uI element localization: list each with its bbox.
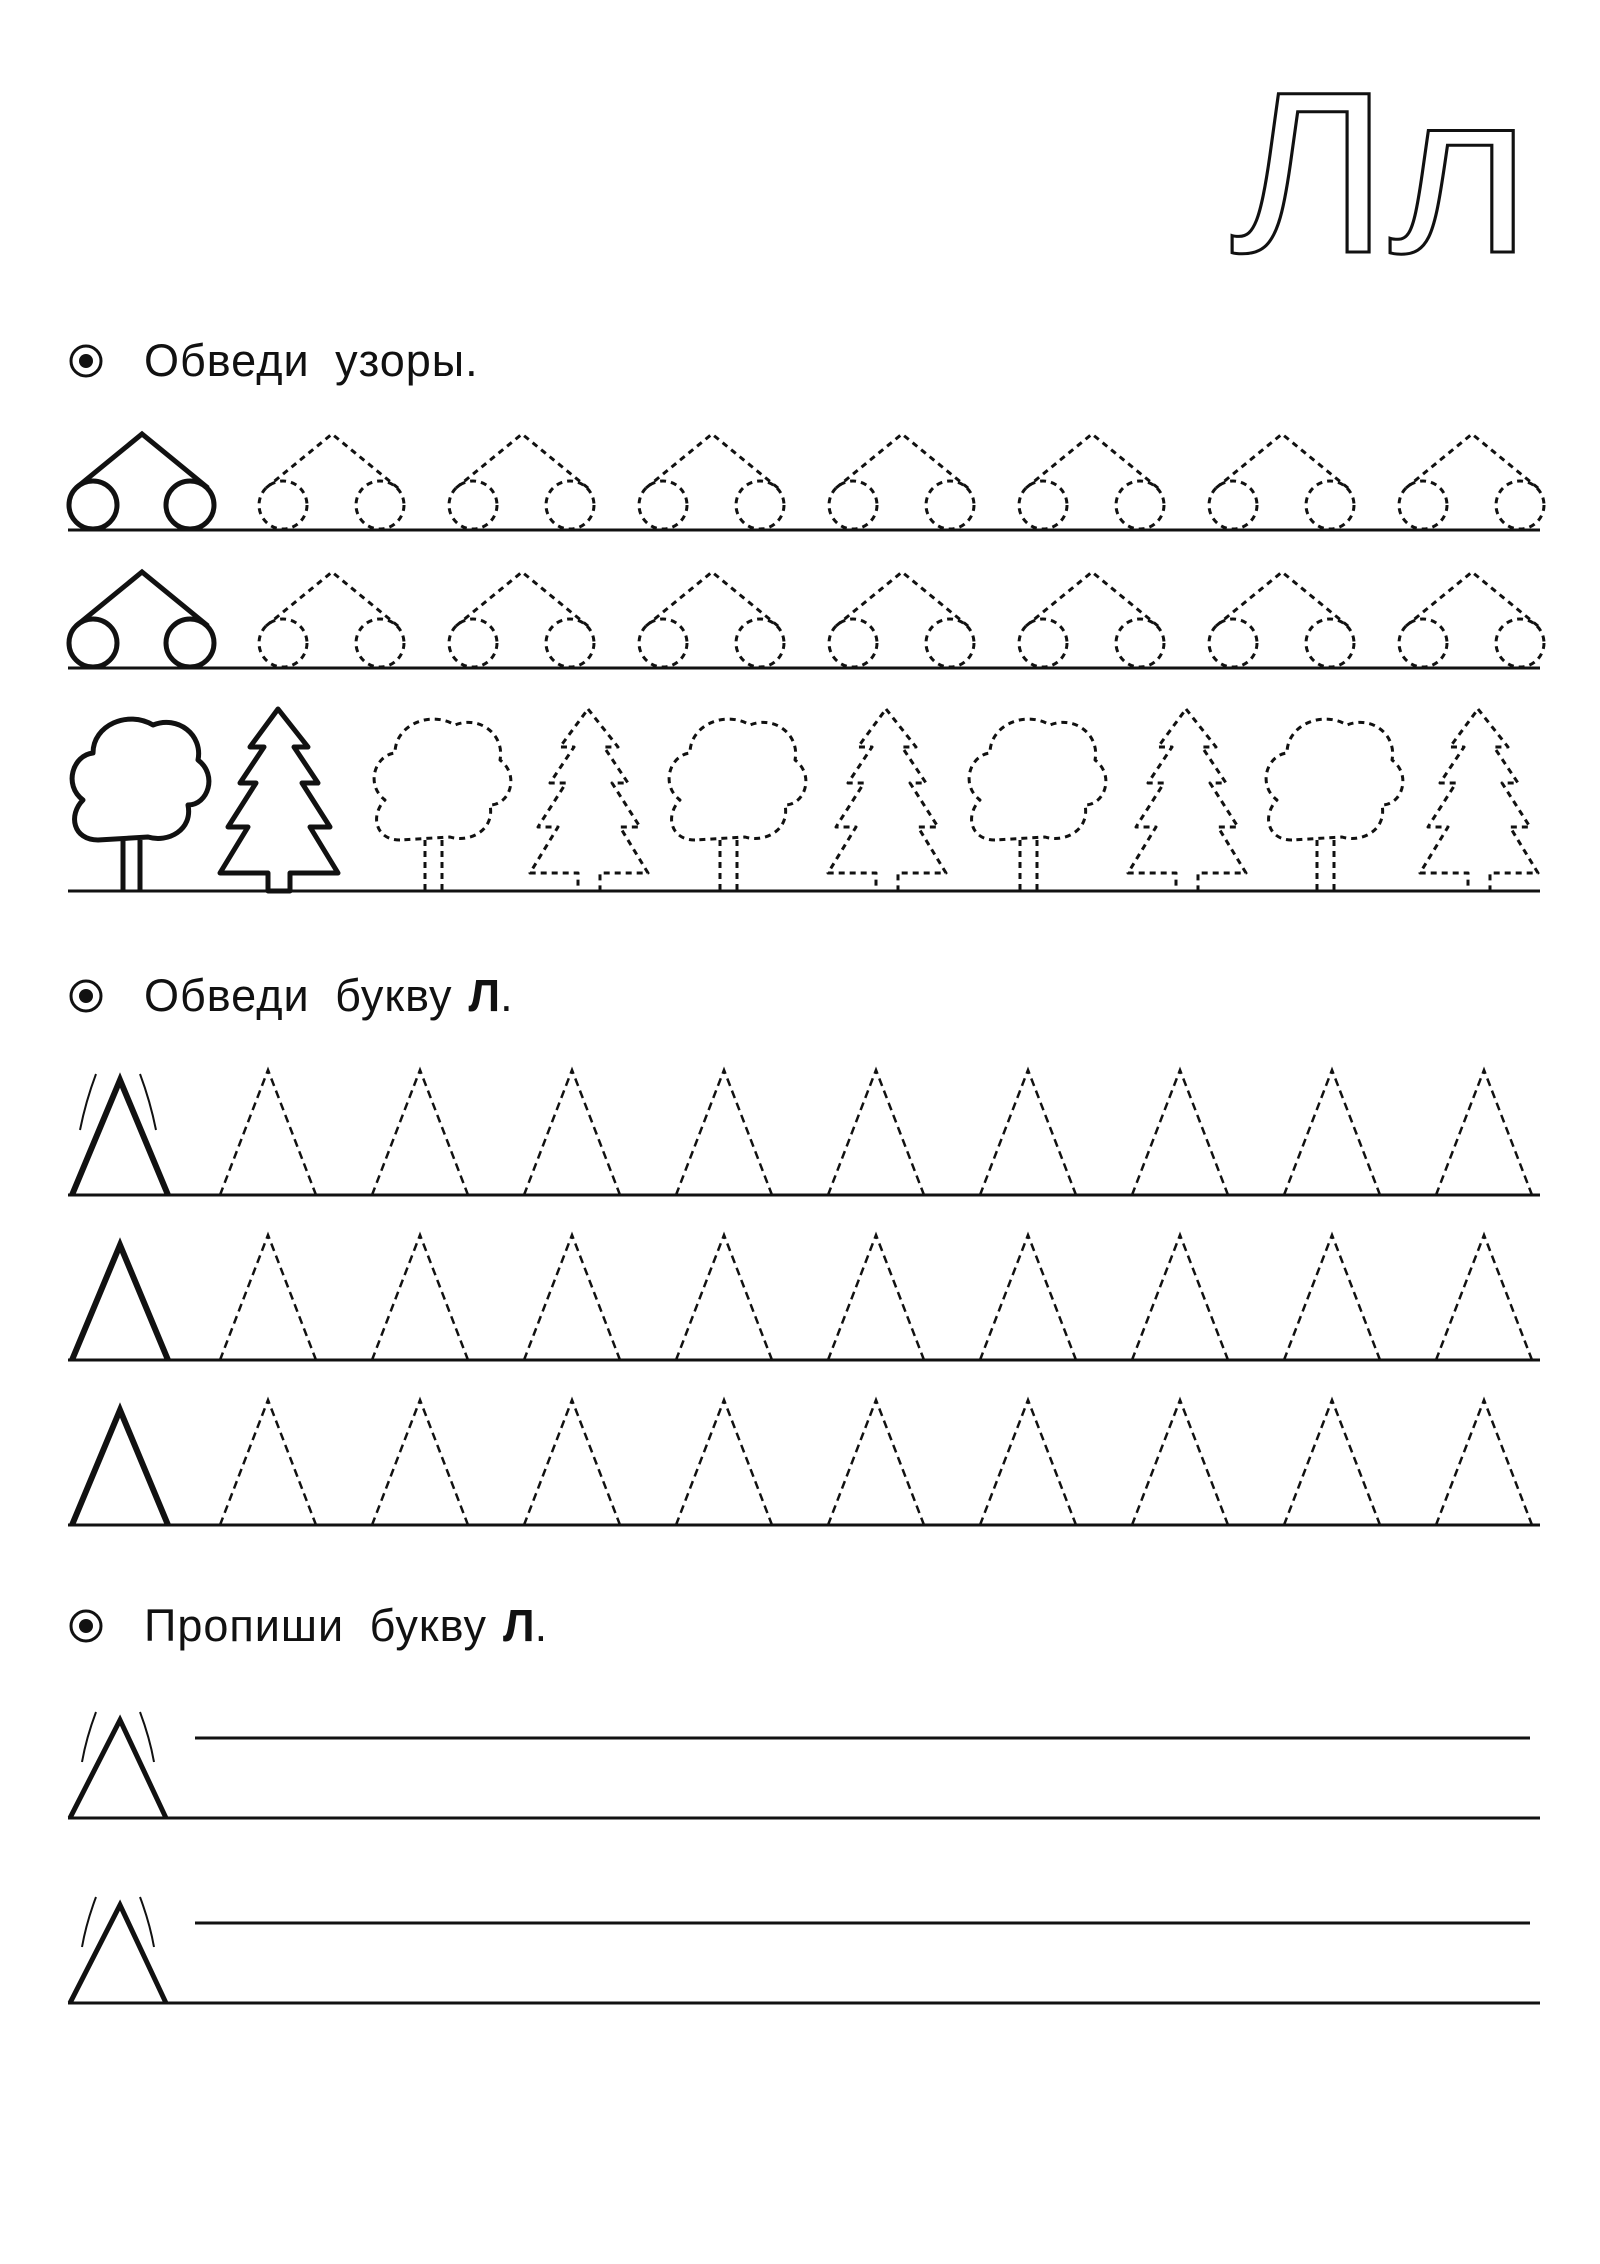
writing-row-2 [0, 1885, 1600, 2025]
instruction-trace-letter [68, 970, 513, 1022]
dotted-letter [1132, 1070, 1228, 1195]
dotted-letter [524, 1235, 620, 1360]
dotted-letter [828, 1400, 924, 1525]
instruction-letter: Л [468, 970, 501, 1021]
instruction-end: . [534, 1600, 548, 1651]
sample-letter [70, 1905, 166, 2003]
flower-bullet-icon [68, 343, 104, 379]
dotted-letter [1284, 1235, 1380, 1360]
instruction-letter: Л [503, 1600, 535, 1651]
sample-pine-tree [220, 709, 338, 891]
dotted-pattern [639, 434, 784, 529]
dotted-letter [1436, 1400, 1532, 1525]
stroke-arrow-icon [82, 1712, 96, 1762]
dotted-letter [1284, 1070, 1380, 1195]
instruction-write-letter [68, 1600, 547, 1652]
dotted-pattern [1019, 572, 1164, 667]
dotted-pattern [639, 572, 784, 667]
instruction-text: Обведи букву [144, 970, 453, 1021]
stroke-arrow-icon [140, 1897, 154, 1947]
dotted-leafy-tree [969, 719, 1106, 891]
dotted-pattern [1399, 434, 1544, 529]
dotted-letter [1132, 1235, 1228, 1360]
letter-trace-row-3 [0, 1390, 1600, 1540]
dotted-leafy-tree [1266, 719, 1403, 891]
dotted-letter [1436, 1235, 1532, 1360]
dotted-leafy-tree [669, 719, 806, 891]
dotted-letter [980, 1400, 1076, 1525]
dotted-letter [980, 1070, 1076, 1195]
dotted-pattern [1209, 434, 1354, 529]
dotted-pattern [1209, 572, 1354, 667]
letter-trace-row-1 [0, 1060, 1600, 1210]
dotted-letter [828, 1235, 924, 1360]
pattern-row-1 [0, 420, 1600, 540]
dotted-letter [1436, 1070, 1532, 1195]
dotted-letter [372, 1235, 468, 1360]
dotted-pattern [449, 434, 594, 529]
sample-letter [70, 1720, 166, 1818]
instruction-text: Обведи узоры [144, 335, 466, 386]
dotted-pine-tree [1128, 709, 1246, 891]
dotted-letter [1284, 1400, 1380, 1525]
sample-letter [72, 1245, 168, 1360]
dotted-pattern [449, 572, 594, 667]
dotted-pine-tree [1420, 709, 1538, 891]
instruction-end: . [500, 970, 513, 1021]
sample-pattern [69, 434, 214, 529]
sample-letter [72, 1410, 168, 1525]
dotted-pattern [829, 572, 974, 667]
instruction-trace-patterns [68, 335, 478, 387]
sample-pattern [69, 572, 214, 667]
dotted-letter [524, 1070, 620, 1195]
dotted-letter [1132, 1400, 1228, 1525]
stroke-arrow-icon [140, 1712, 154, 1762]
flower-bullet-icon [68, 1608, 104, 1644]
dotted-leafy-tree [374, 719, 511, 891]
header-letter-text: Лл [1230, 62, 1530, 262]
dotted-letter [372, 1400, 468, 1525]
dotted-letter [220, 1400, 316, 1525]
dotted-letter [676, 1400, 772, 1525]
dotted-letter [220, 1235, 316, 1360]
stroke-arrow-icon [140, 1074, 156, 1130]
dotted-pattern [259, 434, 404, 529]
sample-leafy-tree [72, 719, 209, 891]
dotted-pattern [829, 434, 974, 529]
header-letters [1230, 62, 1550, 262]
dotted-letter [828, 1070, 924, 1195]
instruction-end: . [465, 335, 478, 386]
dotted-pine-tree [828, 709, 946, 891]
sample-letter [72, 1080, 168, 1195]
dotted-letter [372, 1070, 468, 1195]
writing-row-1 [0, 1700, 1600, 1840]
instruction-text: Пропиши букву [144, 1600, 488, 1651]
dotted-pattern [259, 572, 404, 667]
dotted-pine-tree [530, 709, 648, 891]
stroke-arrow-icon [82, 1897, 96, 1947]
pattern-row-2 [0, 558, 1600, 678]
dotted-letter [220, 1070, 316, 1195]
letter-trace-row-2 [0, 1225, 1600, 1375]
dotted-letter [676, 1235, 772, 1360]
dotted-pattern [1399, 572, 1544, 667]
dotted-letter [676, 1070, 772, 1195]
dotted-pattern [1019, 434, 1164, 529]
stroke-arrow-icon [80, 1074, 96, 1130]
trees-row [0, 705, 1600, 905]
dotted-letter [524, 1400, 620, 1525]
dotted-letter [980, 1235, 1076, 1360]
flower-bullet-icon [68, 978, 104, 1014]
